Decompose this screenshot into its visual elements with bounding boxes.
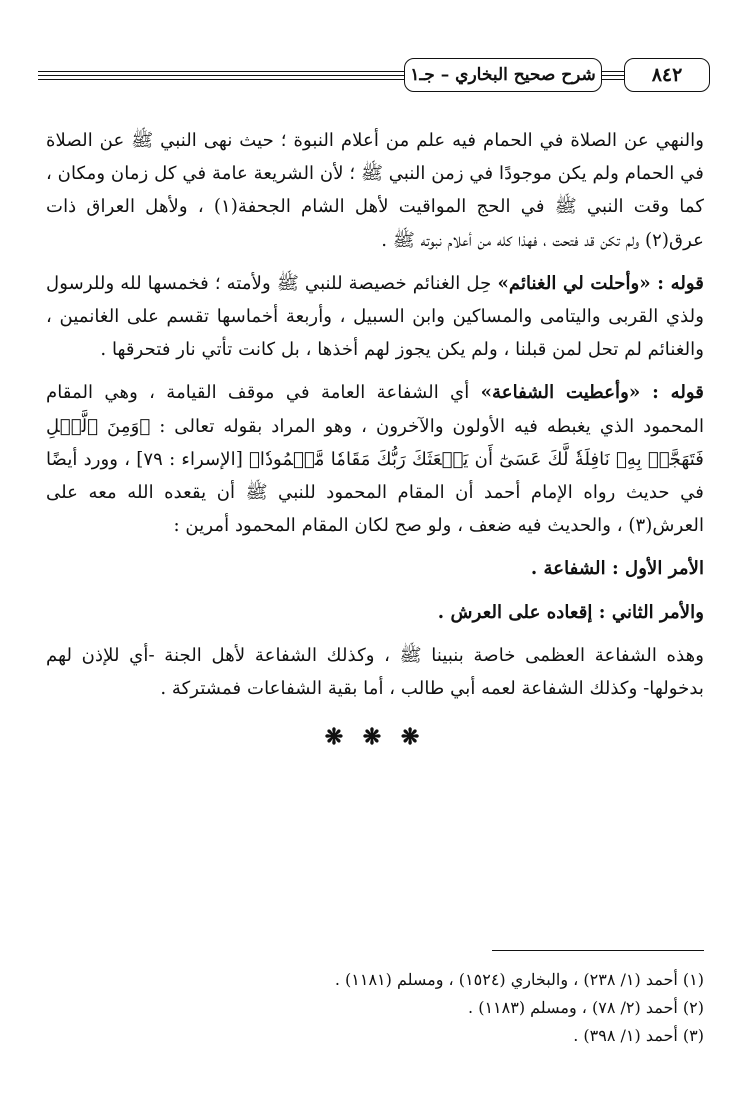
running-title: شرح صحيح البخاري – جـ١ [404,58,602,92]
paragraph-heading: الأمر الأول : الشفاعة . [530,558,704,580]
page-number: ٨٤٢ [624,58,710,92]
main-text [46,124,704,754]
paragraph [46,376,704,542]
header-rule [38,71,710,72]
paragraph [46,267,704,367]
paragraph [46,639,704,705]
footnote: (٣) أحمد (١/ ٣٩٨) . [573,1026,704,1045]
paragraph-lead: قوله : «وأعطيت الشفاعة» [480,382,704,404]
footnote: (١) أحمد (١/ ٢٣٨) ، والبخاري (١٥٢٤) ، ومسلم (١١٨١) . [334,970,704,989]
paragraph-text: حِل الغنائم خصيصة للنبي ﷺ ولأمته ؛ فخمسها لله وللرسول ولذي القربى واليتامى والمساكين وابن السبيل ، وأربعة أخماسها تقسم على الغانمين ، والغنائم لم تحل لمن قبلنا ، ولم يكن يجوز لهم أخذها ، بل كانت تأتي نار فتحرقها . [46,272,704,361]
paragraph-text: وهذه الشفاعة العظمى خاصة بنبينا ﷺ ، وكذلك الشفاعة لأهل الجنة -أي للإذن لهم بدخولها- وكذلك الشفاعة لعمه أبي طالب ، أما بقية الشفاعات فمشتركة . [46,644,704,700]
paragraph-lead: قوله : «وأحلت لي الغنائم» [497,272,704,294]
paragraph-heading: والأمر الثاني : إقعاده على العرش . [437,601,704,623]
footnote-rule [492,950,704,951]
section-separator: ❋ ❋ ❋ [324,724,426,751]
paragraph [46,124,704,257]
header-rule [38,79,710,80]
header-rule [38,75,710,76]
footnotes [44,966,704,1050]
page-header [38,56,710,96]
footnote: (٢) أحمد (٢/ ٧٨) ، ومسلم (١١٨٣) . [468,998,704,1017]
paragraph-text: والنهي عن الصلاة في الحمام فيه علم من أعلام النبوة ؛ حيث نهى النبي ﷺ عن الصلاة في الحمام ولم يكن موجودًا في زمن النبي ﷺ ؛ لأن الشريعة عامة في كل زمان ومكان ، كما وقت النبي ﷺ في الحج المواقيت لأهل الشام الجحفة(١) ، ولأهل العراق ذات عرق(٢) ولم تكن قد فتحت ، فهذا كله من أعلام نبوته ﷺ . [46,130,704,251]
paragraph-text: أي الشفاعة العامة في موقف القيامة ، وهي المقام المحمود الذي يغبطه فيه الأولون والآخرون ، وهو المراد بقوله تعالى : ﴿وَمِنَ ٱلَّيۡلِ فَتَهَجَّدۡ بِهِۦ نَافِلَةٗ لَّكَ عَسَىٰٓ أَن يَبۡعَثَكَ رَبُّكَ مَقَامٗا مَّحۡمُودٗا﴾ [الإسراء : ٧٩] ، وورد أيضًا في حديث رواه الإمام أحمد أن المقام المحمود للنبي ﷺ أن يقعده الله معه على العرش(٣) ، والحديث فيه ضعف ، ولو صح لكان المقام المحمود أمرين : [46,382,704,537]
